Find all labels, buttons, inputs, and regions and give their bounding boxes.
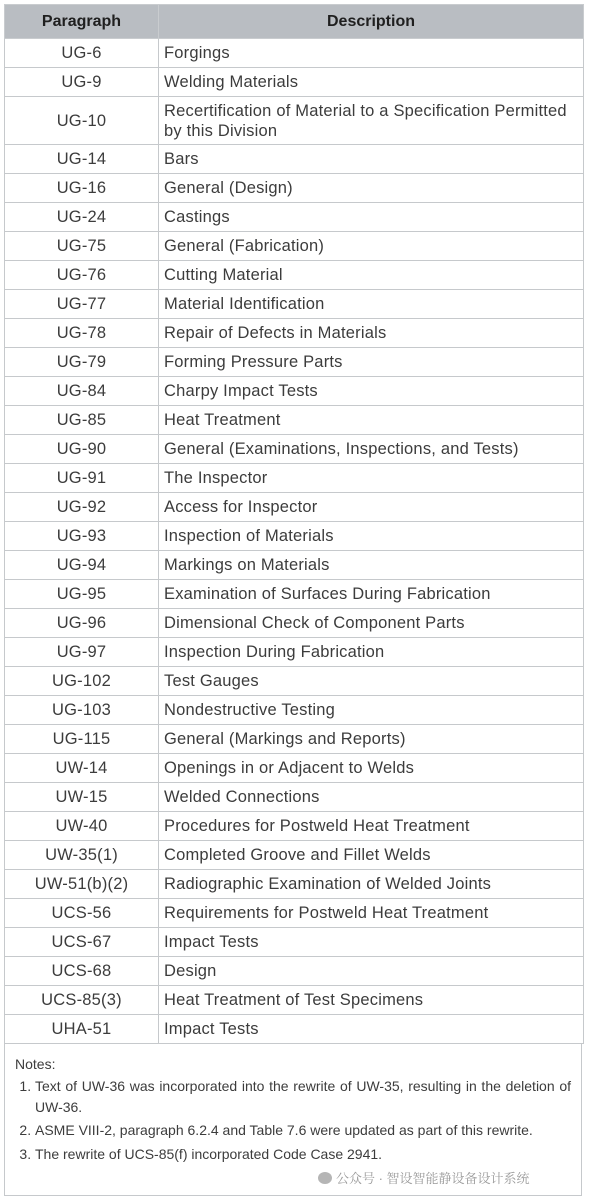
description-cell: Openings in or Adjacent to Welds	[159, 754, 584, 783]
description-cell: Examination of Surfaces During Fabrication	[159, 580, 584, 609]
description-cell: Castings	[159, 203, 584, 232]
description-cell: Heat Treatment of Test Specimens	[159, 986, 584, 1015]
description-cell: Repair of Defects in Materials	[159, 319, 584, 348]
watermark	[318, 1168, 530, 1187]
paragraph-cell: UW-14	[5, 754, 159, 783]
description-cell: Completed Groove and Fillet Welds	[159, 841, 584, 870]
paragraph-cell: UHA-51	[5, 1015, 159, 1044]
notes-title: Notes:	[15, 1056, 56, 1072]
header-description: Description	[159, 5, 584, 39]
paragraph-cell: UG-85	[5, 406, 159, 435]
table-row	[5, 493, 584, 522]
paragraph-cell: UG-91	[5, 464, 159, 493]
description-cell: Heat Treatment	[159, 406, 584, 435]
table-row	[5, 551, 584, 580]
paragraph-cell: UG-84	[5, 377, 159, 406]
document	[4, 4, 584, 1196]
table-row	[5, 522, 584, 551]
table-row	[5, 899, 584, 928]
paragraph-table	[4, 4, 584, 1044]
table-row	[5, 464, 584, 493]
notes-list	[15, 1076, 571, 1164]
paragraph-cell: UG-14	[5, 145, 159, 174]
description-cell: Cutting Material	[159, 261, 584, 290]
paragraph-cell: UG-93	[5, 522, 159, 551]
table-row	[5, 348, 584, 377]
paragraph-cell: UG-6	[5, 39, 159, 68]
description-cell: General (Markings and Reports)	[159, 725, 584, 754]
table-row	[5, 812, 584, 841]
table-row	[5, 377, 584, 406]
paragraph-cell: UG-94	[5, 551, 159, 580]
paragraph-cell: UW-15	[5, 783, 159, 812]
table-row	[5, 638, 584, 667]
paragraph-cell: UG-77	[5, 290, 159, 319]
paragraph-cell: UCS-85(3)	[5, 986, 159, 1015]
header-paragraph: Paragraph	[5, 5, 159, 39]
table-row	[5, 261, 584, 290]
note-item: 1. Text of UW-36 was incorporated into the rewrite of UW-35, resulting in the deletion of UW-36.	[35, 1076, 571, 1117]
table-row	[5, 754, 584, 783]
table-row	[5, 319, 584, 348]
paragraph-cell: UG-97	[5, 638, 159, 667]
paragraph-cell: UG-75	[5, 232, 159, 261]
table-row	[5, 725, 584, 754]
description-cell: General (Design)	[159, 174, 584, 203]
table-row	[5, 1015, 584, 1044]
table-row	[5, 580, 584, 609]
paragraph-cell: UCS-68	[5, 957, 159, 986]
paragraph-cell: UG-79	[5, 348, 159, 377]
table-row	[5, 435, 584, 464]
table-row	[5, 39, 584, 68]
table-row	[5, 667, 584, 696]
paragraph-cell: UG-9	[5, 68, 159, 97]
table-row	[5, 174, 584, 203]
table-row	[5, 986, 584, 1015]
description-cell: Markings on Materials	[159, 551, 584, 580]
table-row	[5, 68, 584, 97]
description-cell: Inspection During Fabrication	[159, 638, 584, 667]
description-cell: Welded Connections	[159, 783, 584, 812]
paragraph-cell: UCS-56	[5, 899, 159, 928]
table-row	[5, 232, 584, 261]
description-cell: Forming Pressure Parts	[159, 348, 584, 377]
paragraph-cell: UW-35(1)	[5, 841, 159, 870]
note-item: 3. The rewrite of UCS-85(f) incorporated Code Case 2941.	[35, 1144, 571, 1165]
paragraph-cell: UG-95	[5, 580, 159, 609]
description-cell: Procedures for Postweld Heat Treatment	[159, 812, 584, 841]
table-body	[5, 39, 584, 1044]
description-cell: Test Gauges	[159, 667, 584, 696]
table-row	[5, 783, 584, 812]
paragraph-cell: UG-96	[5, 609, 159, 638]
description-cell: Inspection of Materials	[159, 522, 584, 551]
table-row	[5, 957, 584, 986]
paragraph-cell: UG-103	[5, 696, 159, 725]
description-cell: Access for Inspector	[159, 493, 584, 522]
paragraph-cell: UG-115	[5, 725, 159, 754]
description-cell: Material Identification	[159, 290, 584, 319]
description-cell: Radiographic Examination of Welded Joints	[159, 870, 584, 899]
description-cell: Impact Tests	[159, 928, 584, 957]
description-cell: General (Fabrication)	[159, 232, 584, 261]
watermark-text: 公众号 · 智设智能静设备设计系统	[336, 1171, 530, 1186]
table-row	[5, 145, 584, 174]
table-row	[5, 97, 584, 145]
paragraph-cell: UG-24	[5, 203, 159, 232]
table-row	[5, 406, 584, 435]
note-item: 2. ASME VIII-2, paragraph 6.2.4 and Table 7.6 were updated as part of this rewrite.	[35, 1120, 571, 1141]
paragraph-cell: UW-51(b)(2)	[5, 870, 159, 899]
paragraph-cell: UG-102	[5, 667, 159, 696]
table-row	[5, 841, 584, 870]
description-cell: Welding Materials	[159, 68, 584, 97]
table-row	[5, 609, 584, 638]
description-cell: General (Examinations, Inspections, and Tests)	[159, 435, 584, 464]
paragraph-cell: UG-90	[5, 435, 159, 464]
description-cell: The Inspector	[159, 464, 584, 493]
wechat-icon	[318, 1172, 332, 1184]
table-row	[5, 696, 584, 725]
description-cell: Bars	[159, 145, 584, 174]
paragraph-cell: UG-92	[5, 493, 159, 522]
description-cell: Impact Tests	[159, 1015, 584, 1044]
paragraph-cell: UG-76	[5, 261, 159, 290]
description-cell: Dimensional Check of Component Parts	[159, 609, 584, 638]
description-cell: Requirements for Postweld Heat Treatment	[159, 899, 584, 928]
table-row	[5, 290, 584, 319]
description-cell: Nondestructive Testing	[159, 696, 584, 725]
table-row	[5, 870, 584, 899]
description-cell: Forgings	[159, 39, 584, 68]
paragraph-cell: UCS-67	[5, 928, 159, 957]
description-cell: Charpy Impact Tests	[159, 377, 584, 406]
description-cell: Recertification of Material to a Specification Permitted by this Division	[159, 97, 584, 145]
description-cell: Design	[159, 957, 584, 986]
paragraph-cell: UG-16	[5, 174, 159, 203]
table-row	[5, 928, 584, 957]
table-header-row	[5, 5, 584, 39]
paragraph-cell: UG-78	[5, 319, 159, 348]
paragraph-cell: UW-40	[5, 812, 159, 841]
table-row	[5, 203, 584, 232]
paragraph-cell: UG-10	[5, 97, 159, 145]
